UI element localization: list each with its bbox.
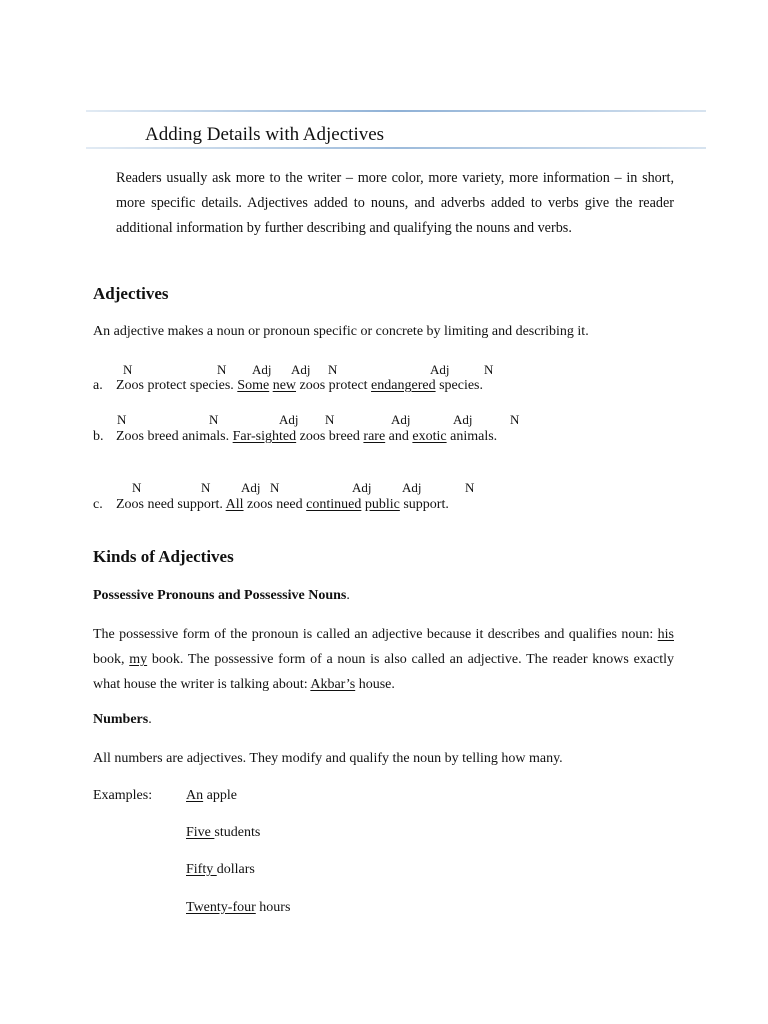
underlined-adjective: exotic xyxy=(412,429,447,444)
paragraph-text: The possessive form of the pronoun is called an adjective because it describes and qualifies noun: xyxy=(93,627,658,642)
underlined-adjective: new xyxy=(272,378,297,393)
underlined-adjective: my xyxy=(129,652,148,667)
underlined-adjective: Fifty xyxy=(186,862,217,877)
example-text: zoos protect xyxy=(296,378,372,393)
tag-adjective: Adj xyxy=(402,480,422,495)
underlined-adjective: An xyxy=(186,788,204,803)
kinds-heading: Kinds of Adjectives xyxy=(93,547,234,566)
underlined-adjective: Some xyxy=(237,378,270,393)
tag-adjective: Adj xyxy=(430,362,450,377)
underlined-adjective: Far-sighted xyxy=(232,429,297,444)
tag-noun: N xyxy=(270,480,280,495)
tag-noun: N xyxy=(117,412,127,427)
list-item-text: dollars xyxy=(216,862,255,877)
example-text: animals. xyxy=(446,429,498,444)
tag-noun: N xyxy=(201,480,211,495)
list-item-text: students xyxy=(214,825,261,840)
example-text: zoos need xyxy=(243,497,307,512)
tag-noun: N xyxy=(510,412,520,427)
adjective-definition: An adjective makes a noun or pronoun specific or concrete by limiting and describing it. xyxy=(93,324,589,339)
example-text: Zoos breed animals. xyxy=(116,429,233,444)
numbers-heading-text: Numbers xyxy=(93,712,149,727)
underlined-adjective: Twenty-four xyxy=(186,900,256,915)
example-a xyxy=(93,378,483,394)
example-text: Zoos need support. xyxy=(116,497,226,512)
numbers-text: All numbers are adjectives. They modify and qualify the noun by telling how many. xyxy=(93,751,563,766)
underlined-adjective: Akbar’s xyxy=(310,677,356,692)
list-item-text: hours xyxy=(255,900,291,915)
heading-period: . xyxy=(346,588,350,603)
paragraph-text: book. The possessive form of a noun is also called an adjective. The reader knows exactly what house the writer is talking about: xyxy=(93,652,674,692)
example-text: species. xyxy=(435,378,484,393)
list-item xyxy=(186,825,260,841)
tag-adjective: Adj xyxy=(279,412,299,427)
underlined-adjective: endangered xyxy=(371,378,436,393)
tag-noun: N xyxy=(123,362,133,377)
list-item xyxy=(186,862,255,878)
tag-noun: N xyxy=(132,480,142,495)
tag-adjective: Adj xyxy=(241,480,261,495)
example-c xyxy=(93,497,449,513)
example-text: zoos breed xyxy=(296,429,364,444)
tag-adjective: Adj xyxy=(352,480,372,495)
underlined-adjective: continued xyxy=(306,497,362,512)
example-text: Zoos protect species. xyxy=(116,378,238,393)
paragraph-text: book, xyxy=(93,652,130,667)
tag-adjective: Adj xyxy=(291,362,311,377)
underlined-adjective: his xyxy=(657,627,674,642)
list-item xyxy=(186,900,290,916)
tag-noun: N xyxy=(484,362,494,377)
example-letter: c. xyxy=(93,497,103,512)
example-b xyxy=(93,429,497,445)
page-title: Adding Details with Adjectives xyxy=(145,124,385,145)
adjectives-heading: Adjectives xyxy=(93,284,169,303)
underlined-adjective: public xyxy=(364,497,400,512)
tag-noun: N xyxy=(328,362,338,377)
example-text: and xyxy=(385,429,413,444)
tag-adjective: Adj xyxy=(453,412,473,427)
underlined-adjective: rare xyxy=(363,429,386,444)
tag-noun: N xyxy=(209,412,219,427)
paragraph-text: house. xyxy=(355,677,395,692)
list-item xyxy=(186,788,237,804)
tag-noun: N xyxy=(325,412,335,427)
example-letter: b. xyxy=(93,429,104,444)
tag-noun: N xyxy=(465,480,475,495)
example-letter: a. xyxy=(93,378,103,393)
possessive-heading-text: Possessive Pronouns and Possessive Nouns xyxy=(93,588,347,603)
list-item-text: apple xyxy=(203,788,237,803)
tag-noun: N xyxy=(217,362,227,377)
underlined-adjective: Five xyxy=(186,825,215,840)
example-text: support. xyxy=(399,497,449,512)
intro-paragraph: Readers usually ask more to the writer – more color, more variety, more information – in short, more specific details. Adjectives added to nouns, and adverbs added to verbs give the reader additional information by further describing and qualifying the nouns and verbs. xyxy=(116,170,674,236)
title-bottom-rule xyxy=(86,147,706,149)
tag-adjective: Adj xyxy=(252,362,272,377)
underlined-adjective: All xyxy=(225,497,244,512)
title-top-rule xyxy=(86,110,706,112)
possessive-paragraph xyxy=(93,622,674,697)
tag-adjective: Adj xyxy=(391,412,411,427)
heading-period: . xyxy=(148,712,152,727)
numbers-heading xyxy=(93,712,152,728)
examples-label: Examples: xyxy=(93,788,153,803)
possessive-heading xyxy=(93,588,350,604)
